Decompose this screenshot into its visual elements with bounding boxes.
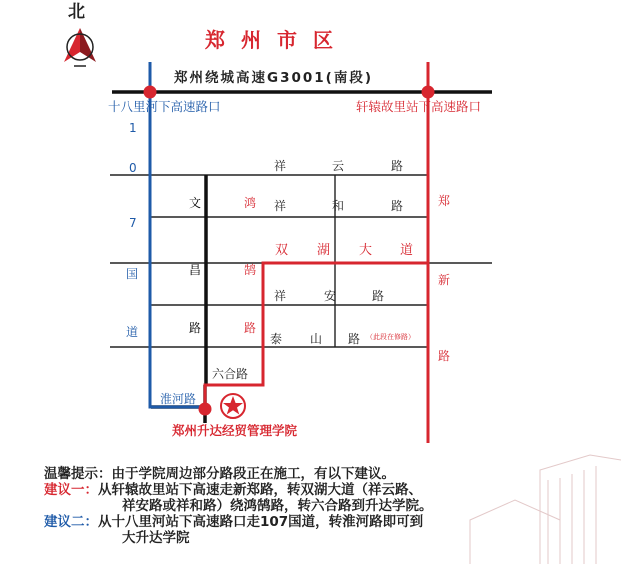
major-roads <box>112 92 492 423</box>
taishan-char-3: 路 <box>348 332 361 346</box>
taishan-construction-note: （此段在修路） <box>366 333 415 341</box>
xiangan-char-2: 安 <box>324 289 337 303</box>
tip-label: 温馨提示： <box>44 466 112 482</box>
honghu-char-2: 鹄 <box>244 263 257 277</box>
highway-label: 郑州绕城高速G3001(南段) <box>174 70 373 86</box>
liuhe-road-label: 六合路 <box>212 367 249 381</box>
suggestion-2-line-2: 大升达学院 <box>122 530 190 546</box>
shuanghu-char-3: 大 <box>359 243 373 258</box>
guodao-char-5: 道 <box>126 325 139 339</box>
minor-roads <box>110 175 492 347</box>
huaihe-road-label: 淮河路 <box>160 392 197 406</box>
wenchang-char-2: 昌 <box>189 263 202 277</box>
compass-north-label: 北 <box>68 2 85 22</box>
tip-row <box>44 466 433 482</box>
xinzheng-char-1: 郑 <box>438 194 451 208</box>
guodao-char-4: 国 <box>126 267 139 281</box>
taishan-char-2: 山 <box>310 332 323 346</box>
shuanghu-char-1: 双 <box>275 243 289 258</box>
guodao-char-1: 1 <box>129 121 137 135</box>
wenchang-char-1: 文 <box>189 196 202 210</box>
shuanghu-char-4: 道 <box>400 243 414 258</box>
suggestion-1-line-2: 祥安路或祥和路）绕鸿鹄路，转六合路到升达学院。 <box>122 498 433 514</box>
tip-text: 由于学院周边部分路段正在施工，有以下建议。 <box>111 466 395 482</box>
honghu-char-1: 鸿 <box>244 196 257 210</box>
school-badge-icon <box>221 394 245 418</box>
suggestion-1-row <box>44 482 433 498</box>
xianghe-char-2: 和 <box>332 199 345 213</box>
watermark-building <box>470 455 621 564</box>
suggestion-2-row <box>44 514 433 530</box>
xiangyun-char-1: 祥 <box>274 159 287 173</box>
xiangyun-char-2: 云 <box>332 159 345 173</box>
exit-left-marker <box>144 86 157 99</box>
xinzheng-char-3: 路 <box>438 349 451 363</box>
guodao-char-2: 0 <box>129 161 137 175</box>
honghu-char-3: 路 <box>244 321 257 335</box>
suggestion-2-label: 建议二： <box>44 514 98 530</box>
wenchang-char-3: 路 <box>189 321 202 335</box>
xinzheng-char-2: 新 <box>438 273 451 287</box>
shuanghu-char-2: 湖 <box>317 243 331 258</box>
taishan-char-1: 泰 <box>270 332 283 346</box>
guodao-char-3: 7 <box>129 216 137 230</box>
xiangan-char-1: 祥 <box>274 289 287 303</box>
suggestion-2-line-1: 从十八里河站下高速路口走107国道，转淮河路即可到 <box>98 514 424 530</box>
suggestion-1-label: 建议一： <box>44 482 98 498</box>
xianghe-char-1: 祥 <box>274 199 287 213</box>
school-dot <box>199 403 212 416</box>
route-notes <box>44 466 433 546</box>
suggestion-1-line-1: 从轩辕故里站下高速走新郑路，转双湖大道（祥云路、 <box>98 482 422 498</box>
exit-right-label: 轩辕故里站下高速路口 <box>356 99 482 114</box>
xiangyun-char-3: 路 <box>391 159 404 173</box>
xiangan-char-3: 路 <box>372 289 385 303</box>
exit-right-marker <box>422 86 435 99</box>
school-name-label: 郑州升达经贸管理学院 <box>172 423 298 438</box>
page-title: 郑州市区 <box>205 28 349 52</box>
xianghe-char-3: 路 <box>391 199 404 213</box>
compass-icon <box>64 28 96 66</box>
exit-left-label: 十八里河下高速路口 <box>108 99 221 114</box>
